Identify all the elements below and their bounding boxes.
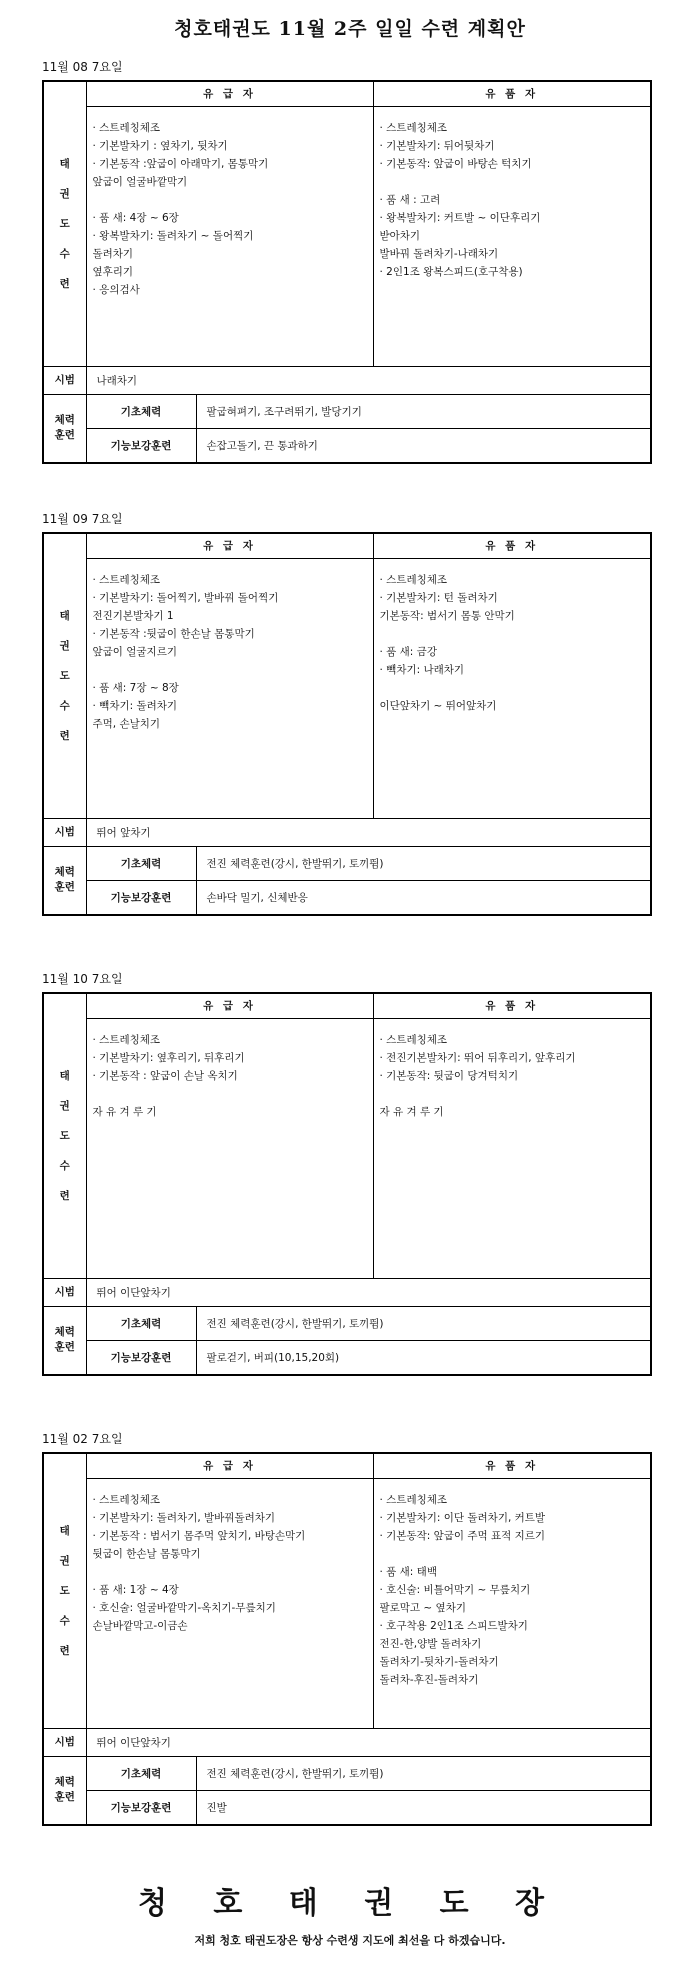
dan-holder-plan: · 스트레칭체조 · 기본발차기: 턴 돌려차기 기본동작: 범서기 몸통 안막기 · 품 새: 금강 · 빽차기: 나래차기 이단앞차기 ~ 뛰어앞차기	[373, 559, 651, 819]
basic-fitness-label: 기초체력	[86, 847, 196, 881]
plan-table	[42, 992, 652, 1376]
grade-holder-plan: · 스트레칭체조 · 기본발차기: 옆후리기, 뒤후리기 · 기본동작 : 앞굽이 손날 옥치기 자 유 겨 루 기	[86, 1019, 373, 1279]
plan-table	[42, 532, 652, 916]
demonstration-label: 시범	[43, 1279, 86, 1307]
function-training-label: 기능보강훈련	[86, 881, 196, 915]
taekwondo-training-label: 태 권 도 수 련	[43, 993, 86, 1279]
page-title: 청호태권도 11월 2주 일일 수련 계획안	[174, 18, 526, 40]
basic-fitness-text: 전진 체력훈련(강시, 한발뛰기, 토끼뜀)	[196, 1307, 651, 1341]
header-dan-holder: 유 품 자	[373, 993, 651, 1019]
demonstration-label: 시범	[43, 819, 86, 847]
basic-fitness-label: 기초체력	[86, 1307, 196, 1341]
header-grade-holder: 유 급 자	[86, 533, 373, 559]
dan-holder-plan: · 스트레칭체조 · 기본발차기: 뒤어뒷차기 · 기본동작: 앞굽이 바탕손 턱치기 · 품 새 : 고려 · 왕복발차기: 커트발 ~ 이단후리기 받아차기 발바꿔 돌려차기-나래차기 · 2인1조 왕복스피드(호구착용)	[373, 107, 651, 367]
demonstration-text: 뛰어 이단앞차기	[86, 1279, 651, 1307]
date-label: 11월 10 7요일	[42, 972, 123, 986]
taekwondo-training-label: 태 권 도 수 련	[43, 533, 86, 819]
function-training-label: 기능보강훈련	[86, 1791, 196, 1825]
header-grade-holder: 유 급 자	[86, 993, 373, 1019]
grade-holder-plan: · 스트레칭체조 · 기본발차기: 돌려차기, 발바꿔돌려차기 · 기본동작 : 범서기 몸주먹 앞치기, 바탕손막기 뒷굽이 한손날 몸통막기 · 품 새: 1장 ~ 4장 · 호신술: 얼굴바깥막기-옥치기-무릎치기 손날바깥막고-이금손	[86, 1479, 373, 1729]
function-training-text: 손바닥 밀기, 신체반응	[196, 881, 651, 915]
dojang-name: 청 호 태 권 도 장	[137, 1886, 563, 1921]
plan-table	[42, 80, 652, 464]
fitness-training-label: 체력 훈련	[43, 1757, 86, 1825]
grade-holder-plan: · 스트레칭체조 · 기본발차기: 돌어찍기, 발바꿔 돌어찍기 전진기본발차기 1 · 기본동작 :뒷굽이 한손날 몸통막기 앞굽이 얼굴지르기 · 품 새: 7장 ~ 8장 · 빽차기: 돌려차기 주먹, 손날치기	[86, 559, 373, 819]
plan-table	[42, 1452, 652, 1826]
function-training-text: 손잡고돌기, 끈 통과하기	[196, 429, 651, 463]
header-dan-holder: 유 품 자	[373, 533, 651, 559]
basic-fitness-text: 팔굽혀펴기, 조구려뛰기, 발당기기	[196, 395, 651, 429]
demonstration-label: 시범	[43, 1729, 86, 1757]
date-label: 11월 08 7요일	[42, 60, 123, 74]
header-dan-holder: 유 품 자	[373, 81, 651, 107]
basic-fitness-text: 전진 체력훈련(강시, 한발뛰기, 토끼뜀)	[196, 847, 651, 881]
fitness-training-label: 체력 훈련	[43, 847, 86, 915]
dan-holder-plan: · 스트레칭체조 · 전진기본발차기: 뛰어 뒤후리기, 앞후리기 · 기본동작: 뒷굽이 당겨턱치기 자 유 겨 루 기	[373, 1019, 651, 1279]
basic-fitness-label: 기초체력	[86, 1757, 196, 1791]
fitness-training-label: 체력 훈련	[43, 395, 86, 463]
date-label: 11월 02 7요일	[42, 1432, 123, 1446]
grade-holder-plan: · 스트레칭체조 · 기본발차기 : 옆차기, 뒷차기 · 기본동작 :앞굽이 아래막기, 몸통막기 앞굽이 얼굴바깥막기 · 품 새: 4장 ~ 6장 · 왕복발차기: 돌려차기 ~ 돌어찍기 돌려차기 옆후리기 · 응의검사	[86, 107, 373, 367]
function-training-label: 기능보강훈련	[86, 1341, 196, 1375]
demonstration-label: 시범	[43, 367, 86, 395]
date-label: 11월 09 7요일	[42, 512, 123, 526]
footer-message: 저희 청호 태권도장은 항상 수련생 지도에 최선을 다 하겠습니다.	[194, 1934, 506, 1947]
function-training-text: 팔로걷기, 버피(10,15,20회)	[196, 1341, 651, 1375]
function-training-label: 기능보강훈련	[86, 429, 196, 463]
function-training-text: 진발	[196, 1791, 651, 1825]
basic-fitness-label: 기초체력	[86, 395, 196, 429]
taekwondo-training-label: 태 권 도 수 련	[43, 81, 86, 367]
header-grade-holder: 유 급 자	[86, 81, 373, 107]
demonstration-text: 뛰어 이단앞차기	[86, 1729, 651, 1757]
header-grade-holder: 유 급 자	[86, 1453, 373, 1479]
basic-fitness-text: 전진 체력훈련(강시, 한발뛰기, 토끼뜀)	[196, 1757, 651, 1791]
demonstration-text: 뛰어 앞차기	[86, 819, 651, 847]
demonstration-text: 나래차기	[86, 367, 651, 395]
fitness-training-label: 체력 훈련	[43, 1307, 86, 1375]
dan-holder-plan: · 스트레칭체조 · 기본발차기: 이단 돌려차기, 커트발 · 기본동작: 앞굽이 주먹 표적 지르기 · 품 새: 태백 · 호신술: 비틀어막기 ~ 무릎치기 팔로막고 ~ 옆차기 · 호구착용 2인1조 스피드발차기 전진-한,양발 돌려차기 돌려차기-뒷차기-돌려차기 돌려차-후진-돌려차기	[373, 1479, 651, 1729]
header-dan-holder: 유 품 자	[373, 1453, 651, 1479]
taekwondo-training-label: 태 권 도 수 련	[43, 1453, 86, 1729]
